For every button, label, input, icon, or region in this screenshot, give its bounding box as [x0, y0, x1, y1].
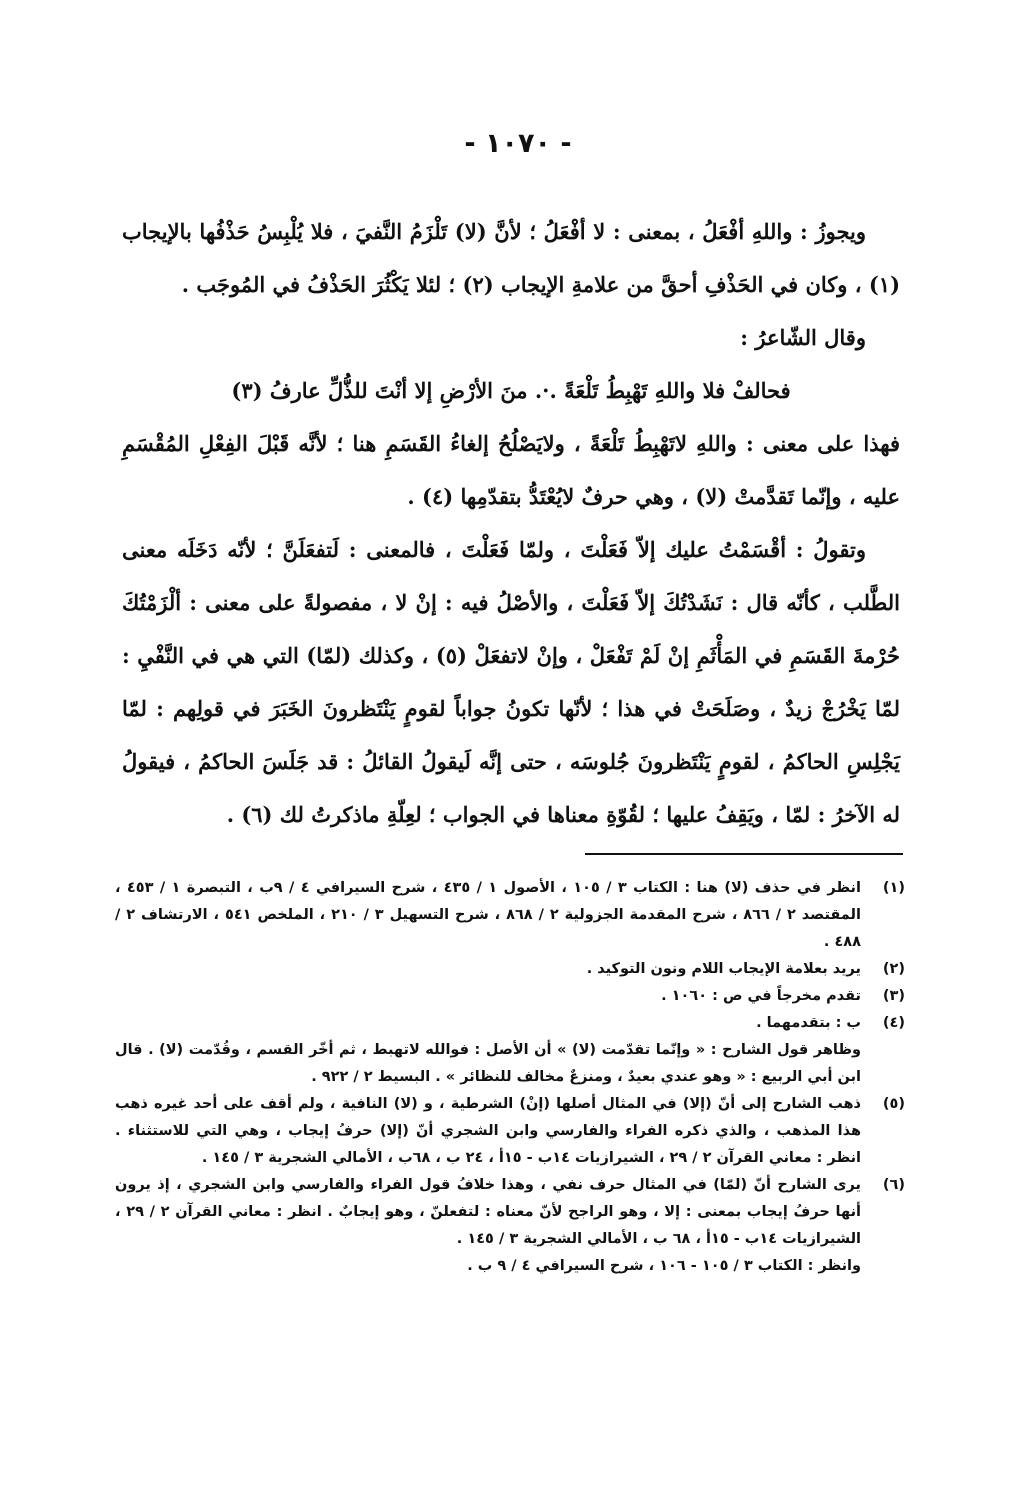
footnote-text: يرى الشارح أنّ (لمّا) في المثال حرف نفي ، وهذا خلافُ قول الفراء والفارسي وابن الشجري ، إذ يرون أنها حرفُ إيجاب بمعنى : إلا ، وهو الراجح لأنّ معناه : لتفعلنّ ، وهو إيجابٌ . انظر : معاني القرآن ٢ / ٢٩ ، الشيرازيات ١٤ب - ١٥أ ، ٦٨ ب ، الأمالي الشجرية ٣ / ١٤٥ .: [115, 1177, 861, 1247]
footnote: [115, 1172, 905, 1280]
page-number: - ١٠٧٠ -: [464, 128, 572, 159]
footnote-number: (٣): [882, 988, 905, 1004]
footnote-number: (٦): [882, 1177, 905, 1193]
footnote-divider: [585, 853, 903, 855]
footnotes: [115, 875, 905, 1280]
footnote-text: تقدم مخرجاً في ص : ١٠٦٠ .: [661, 988, 861, 1004]
footnote-number: (٤): [882, 1015, 905, 1031]
paragraph-3: وتقولُ : أقْسَمْتُ عليك إلاّ فَعَلْتَ ، ولمّا فَعَلْتَ ، فالمعنى : لَتفعَلَنَّ ؛ لأنّه دَخَلَه معنى الطَّلب ، كأنّه قال : نَشَدْتُكَ إلاّ فَعَلْتَ ، والأصْلُ فيه : إنْ لا ، مفصولةً على معنى : ألْزَمْتُكَ حُرْمةَ القَسَمِ في المَأْثَمِ إنْ لَمْ تَفْعَلْ ، وإنْ لاتفعَلْ (٥) ، وكذلك (لمّا) التي هي في النَّفْيِ : لمّا يَخْرُجْ زيدٌ ، وصَلَحَتْ في هذا ؛ لأنّها تكونُ جواباً لقومٍ يَنْتَظرونَ الخَبَرَ في قولِهم : لمّا يَجْلِسِ الحاكمُ ، لقومٍ يَنْتَظرونَ جُلوسَه ، حتى إنَّه لَيقولُ القائلُ : قد جَلَسَ الحاكمُ ، فيقولُ له الآخرُ : لمّا ، ويَقِفُ عليها ؛ لقُوّةِ معناها في الجواب ؛ لعِلّةِ ماذكرتُ لك (٦) .: [122, 537, 900, 827]
footnote-number: (٥): [882, 1096, 905, 1112]
main-text: [122, 205, 900, 841]
footnote-text-continued: وظاهر قول الشارح : « وإنّما تقدّمت (لا) » أن الأصل : فوالله لاتهبط ، ثم أخّر القسم ، وقُدّمت (لا) . قال ابن أبي الربيع : « وهو عندي بعيدٌ ، ومنزعٌ مخالف للنظائر » . البسيط ٢ / ٩٢٢ .: [115, 1042, 861, 1085]
paragraph-1: ويجوزُ : واللهِ أفْعَلُ ، بمعنى : لا أفْعَلُ ؛ لأنَّ (لا) تَلْزَمُ النَّفيَ ، فلا يُلْبِسُ حَذْفُها بالإيجاب (١) ، وكان في الحَذْفِ أحقَّ من علامةِ الإيجاب (٢) ؛ لئلا يَكْثُرَ الحَذْفُ في المُوجَب .: [122, 219, 900, 297]
footnote: [115, 1010, 905, 1091]
poetry-verse: فحالفْ فلا واللهِ تَهْبِطُ تَلْعَةً .·. منَ الأرْضِ إلا أنْتَ للذُّلِّ عارفُ (٣): [231, 378, 791, 403]
footnote-text: يريد بعلامة الإيجاب اللام ونون التوكيد .: [586, 961, 861, 977]
footnote: [115, 983, 905, 1010]
paragraph-poet-intro: وقال الشّاعرُ :: [740, 325, 866, 350]
footnote: [115, 956, 905, 983]
footnote-text: انظر في حذف (لا) هنا : الكتاب ٣ / ١٠٥ ، الأصول ١ / ٤٣٥ ، شرح السيرافي ٤ / ٩ب ، التبصرة ١ / ٤٥٣ ، المقتصد ٢ / ٨٦٦ ، شرح المقدمة الجزولية ٢ / ٨٦٨ ، شرح التسهيل ٣ / ٢١٠ ، الملخص ٥٤١ ، الارتشاف ٢ / ٤٨٨ .: [115, 880, 861, 950]
footnote-number: (٢): [882, 961, 905, 977]
footnote-text-continued: وانظر : الكتاب ٣ / ١٠٥ - ١٠٦ ، شرح السيرافي ٤ / ٩ ب .: [467, 1258, 861, 1274]
footnote: [115, 1091, 905, 1172]
footnote-number: (١): [882, 880, 905, 896]
paragraph-2: فهذا على معنى : واللهِ لاتَهْبِطُ تَلْعَةً ، ولايَصْلُحُ إلغاءُ القَسَمِ هنا ؛ لأنَّه قَبْلَ الفِعْلِ المُقْسَمِ عليه ، وإنّما تَقدَّمتْ (لا) ، وهي حرفٌ لايُعْتَدُّ بتقدّمِها (٤) .: [122, 431, 900, 509]
footnote-text: ب : بتقدمهما .: [756, 1015, 861, 1031]
footnote-text: ذهب الشارح إلى أنّ (إلا) في المثال أصلها (إنْ) الشرطية ، و (لا) النافية ، ولم أقف على أحد غيره ذهب هذا المذهب ، والذي ذكره الفراء والفارسي وابن الشجري أنّ (إلا) حرفُ إيجاب ، وهي التي للاستثناء . انظر : معاني القرآن ٢ / ٢٩ ، الشيرازيات ١٤ب - ١٥أ ، ٢٤ ب ، ٦٨ب ، الأمالي الشجرية ٣ / ١٤٥ .: [115, 1096, 861, 1166]
footnote: [115, 875, 905, 956]
